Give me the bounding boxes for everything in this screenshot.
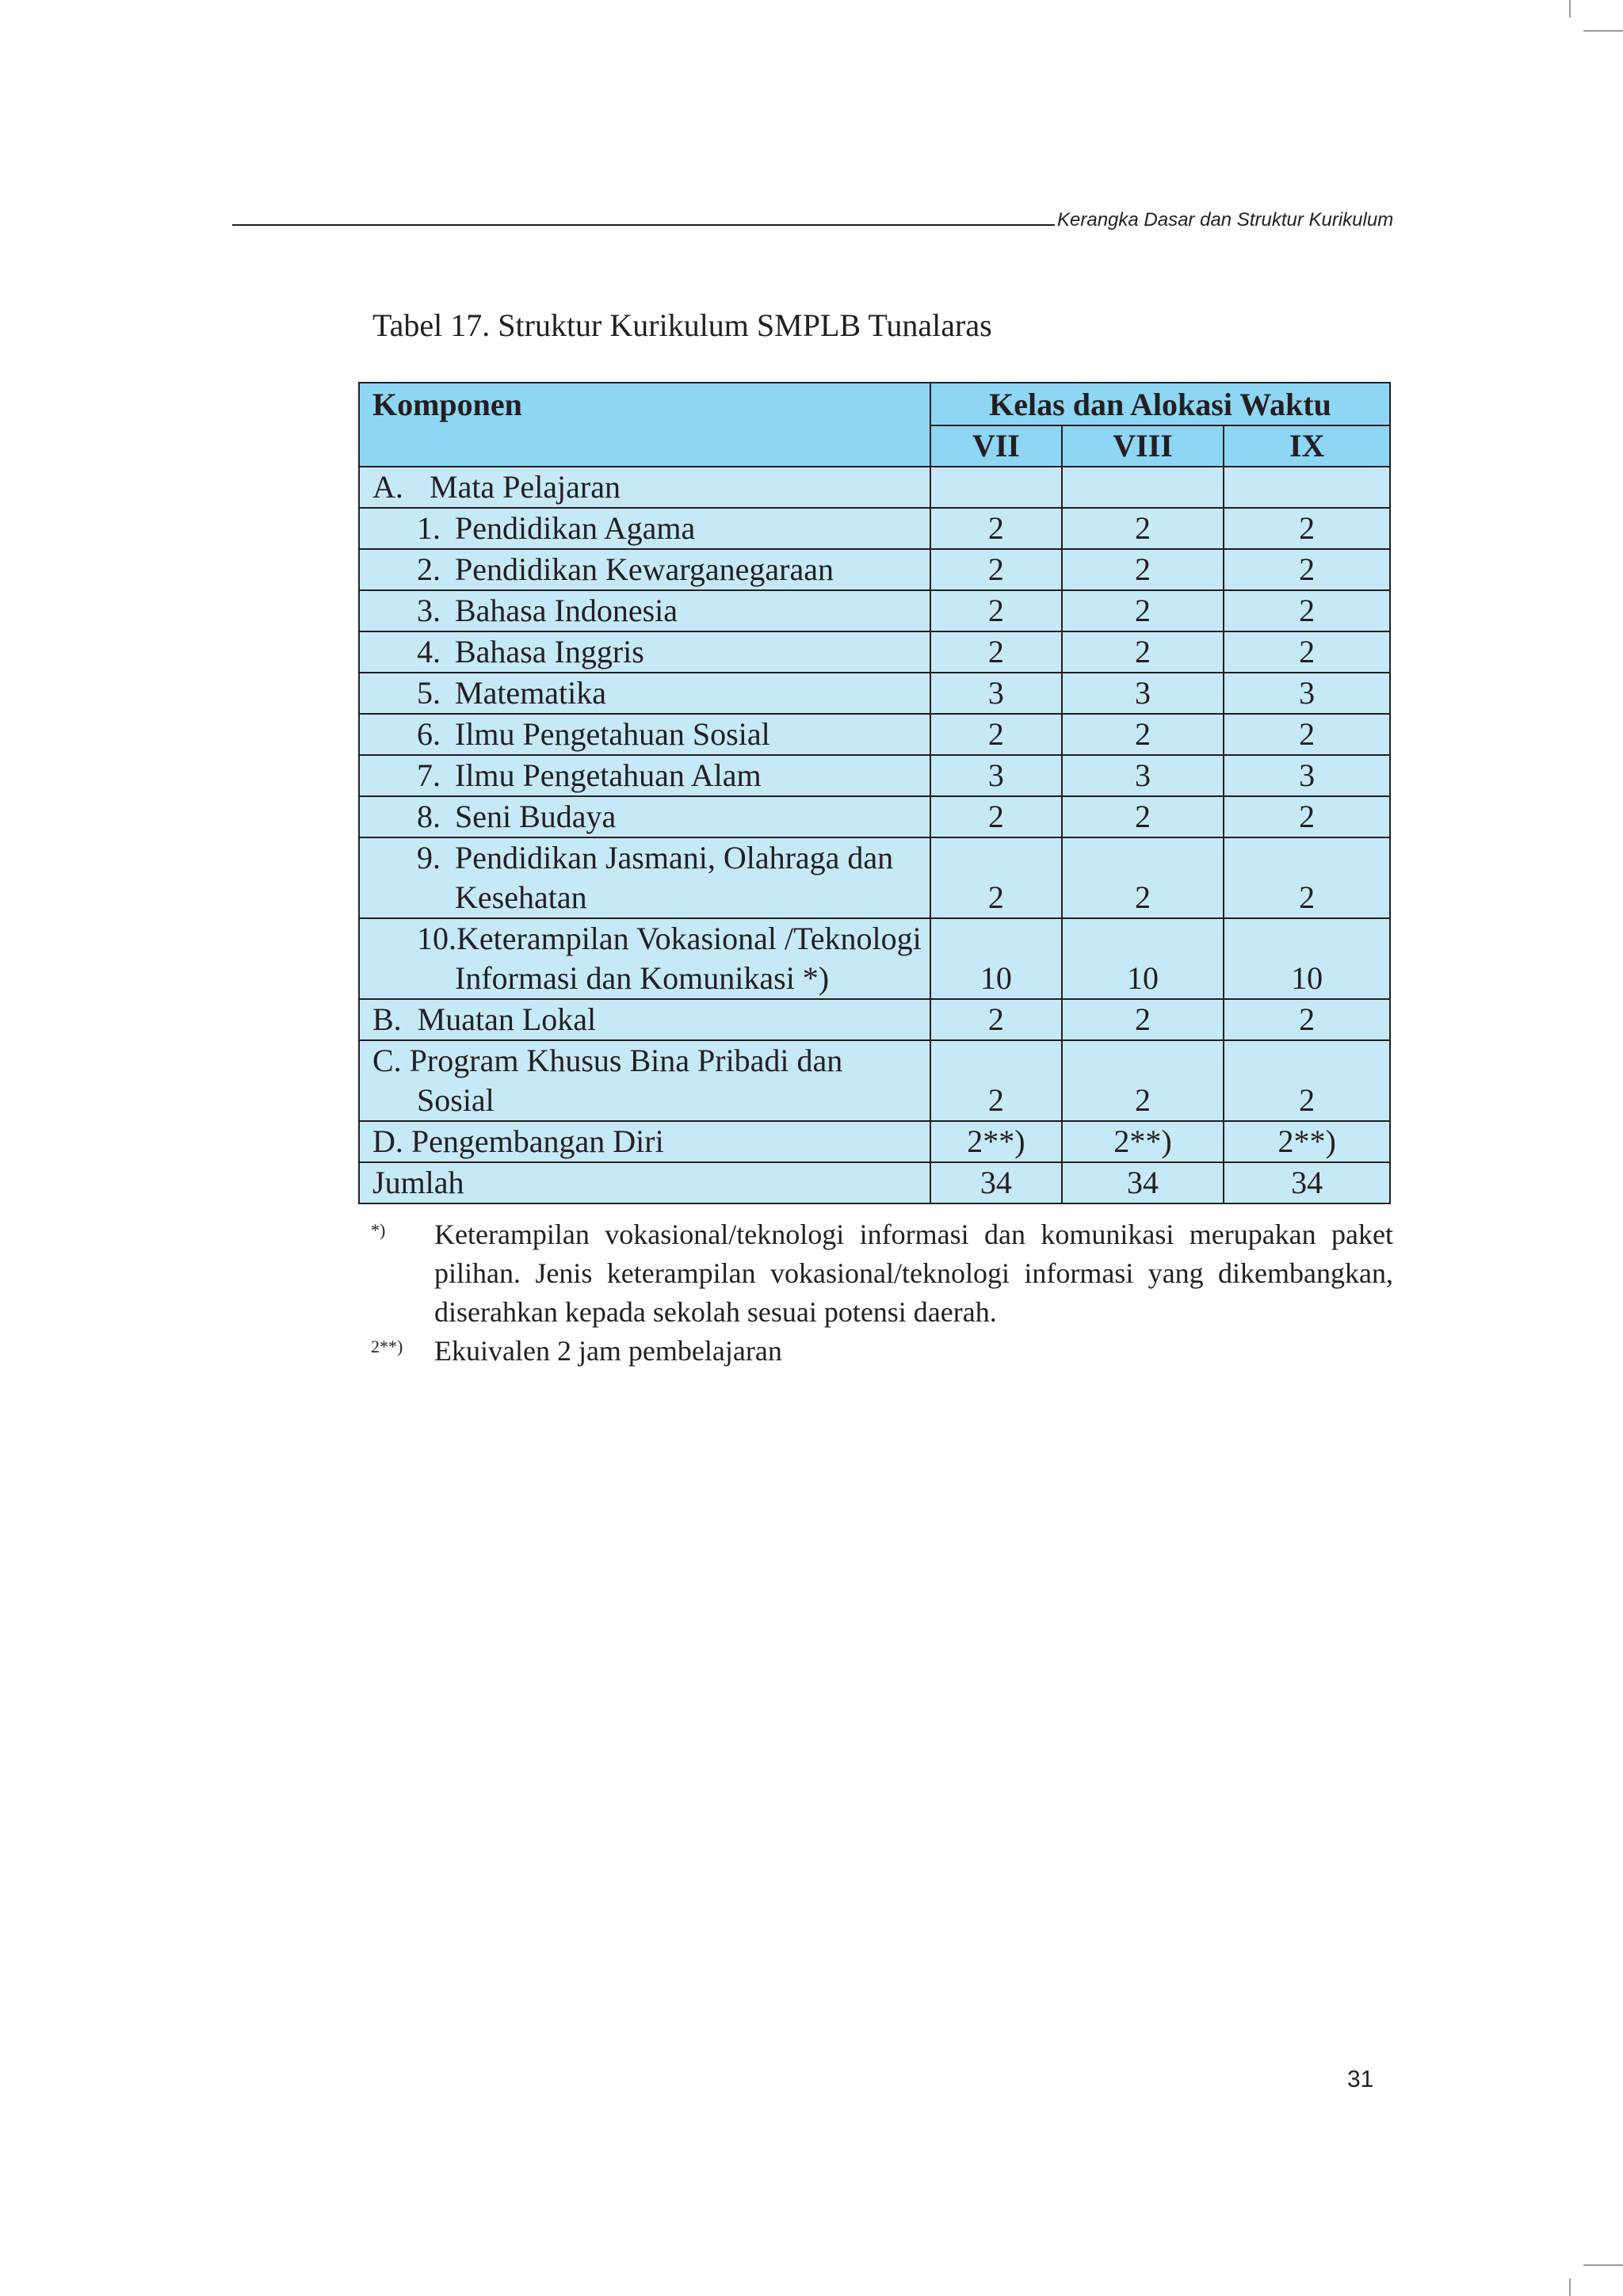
section-a-label (359, 467, 930, 508)
value-ix: 2**) (1224, 1121, 1390, 1162)
value-ix: 2 (1224, 549, 1390, 590)
item-label (359, 837, 930, 918)
table-row (359, 590, 1390, 631)
value-ix: 2 (1224, 1040, 1390, 1121)
value-ix: 2 (1224, 796, 1390, 837)
item-number: 6. (417, 716, 441, 752)
value-ix: 2 (1224, 714, 1390, 755)
item-number: 4. (417, 634, 441, 669)
item-label (359, 755, 930, 796)
running-head: Kerangka Dasar dan Struktur Kurikulum (1057, 209, 1394, 231)
header-grade-vii: VII (930, 425, 1062, 467)
crop-mark-top-right-horizontal (1583, 30, 1623, 32)
value-viii: 2 (1062, 508, 1224, 549)
item-name: Pendidikan Jasmani, Olahraga dan (455, 840, 894, 875)
section-a-text: Mata Pelajaran (430, 469, 621, 505)
item-label (359, 714, 930, 755)
value-viii: 2 (1062, 999, 1224, 1040)
total-label: Jumlah (359, 1162, 930, 1203)
value-ix: 3 (1224, 755, 1390, 796)
footnote-mark: 2**) (371, 1337, 403, 1356)
item-number: 5. (417, 675, 441, 711)
total-ix: 34 (1224, 1162, 1390, 1203)
header-rule (232, 224, 1055, 226)
item-label (359, 590, 930, 631)
footnote-text: Keterampilan vokasional/teknologi informasi dan komunikasi merupakan paket pilihan. Jenis keterampilan vokasional/teknologi informasi yang dikembangkan, diserahkan kepada sekolah sesuai potensi daerah. (434, 1219, 1393, 1328)
value-ix: 10 (1224, 918, 1390, 999)
value-vii: 2 (930, 714, 1062, 755)
crop-mark-bottom-right-horizontal (1583, 2264, 1623, 2266)
table-row-section-d (359, 1121, 1390, 1162)
item-number: 7. (417, 757, 441, 793)
item-name: Pendidikan Agama (455, 510, 696, 546)
value-vii: 2 (930, 549, 1062, 590)
item-name: Pendidikan Kewarganegaraan (455, 551, 834, 587)
section-a-marker: A. (372, 469, 403, 505)
item-label (359, 508, 930, 549)
table-row (359, 549, 1390, 590)
item-name-continuation: Kesehatan (455, 879, 587, 915)
value-viii: 2 (1062, 837, 1224, 918)
value-vii: 2 (930, 1040, 1062, 1121)
item-name: Ilmu Pengetahuan Alam (455, 757, 762, 793)
crop-mark-bottom-right-vertical (1569, 2279, 1571, 2296)
value-ix: 3 (1224, 673, 1390, 714)
value-viii: 3 (1062, 755, 1224, 796)
value-vii: 2 (930, 631, 1062, 673)
value-vii: 2 (930, 837, 1062, 918)
header-grade-ix: IX (1224, 425, 1390, 467)
value-vii: 2**) (930, 1121, 1062, 1162)
table-row-total (359, 1162, 1390, 1203)
item-label (359, 549, 930, 590)
value-viii: 2 (1062, 590, 1224, 631)
table-row (359, 755, 1390, 796)
value-vii: 2 (930, 508, 1062, 549)
crop-mark-top-right-vertical (1569, 0, 1571, 17)
footnote (371, 1332, 1393, 1371)
value-viii: 3 (1062, 673, 1224, 714)
empty-cell (930, 467, 1062, 508)
table-row (359, 796, 1390, 837)
item-number: 2. (417, 551, 441, 587)
item-label (359, 631, 930, 673)
table-row (359, 631, 1390, 673)
item-number: 3. (417, 593, 441, 628)
item-name: Bahasa Indonesia (455, 593, 678, 628)
section-d-label: D. Pengembangan Diri (359, 1121, 930, 1162)
item-name: Ilmu Pengetahuan Sosial (455, 716, 770, 752)
value-viii: 2 (1062, 1040, 1224, 1121)
curriculum-table (358, 382, 1391, 1204)
value-vii: 2 (930, 796, 1062, 837)
table-row-section-b (359, 999, 1390, 1040)
footnotes (371, 1215, 1393, 1371)
table-title: Tabel 17. Struktur Kurikulum SMPLB Tunalaras (372, 307, 992, 343)
page-number: 31 (1347, 2066, 1374, 2092)
item-name: Keterampilan Vokasional /Teknologi (456, 921, 922, 956)
item-label (359, 796, 930, 837)
section-b-label: B. Muatan Lokal (359, 999, 930, 1040)
section-c-continuation: Sosial (417, 1082, 495, 1118)
item-label (359, 918, 930, 999)
value-vii: 2 (930, 590, 1062, 631)
value-ix: 2 (1224, 837, 1390, 918)
item-number: 1. (417, 510, 441, 546)
value-vii: 10 (930, 918, 1062, 999)
value-ix: 2 (1224, 631, 1390, 673)
footnote-mark: *) (371, 1220, 386, 1240)
value-vii: 3 (930, 673, 1062, 714)
table-row (359, 837, 1390, 918)
total-vii: 34 (930, 1162, 1062, 1203)
value-vii: 2 (930, 999, 1062, 1040)
item-name-continuation: Informasi dan Komunikasi *) (455, 960, 830, 996)
section-c-label (359, 1040, 930, 1121)
value-ix: 2 (1224, 999, 1390, 1040)
empty-cell (1062, 467, 1224, 508)
item-number: 8. (417, 799, 441, 834)
value-viii: 2 (1062, 714, 1224, 755)
value-ix: 2 (1224, 590, 1390, 631)
table-row (359, 918, 1390, 999)
footnote-text: Ekuivalen 2 jam pembelajaran (434, 1335, 782, 1367)
item-number: 10. (417, 921, 456, 956)
value-vii: 3 (930, 755, 1062, 796)
table-row (359, 673, 1390, 714)
item-name: Bahasa Inggris (455, 634, 644, 669)
empty-cell (1224, 467, 1390, 508)
header-komponen: Komponen (359, 383, 930, 467)
table-row-section-a (359, 467, 1390, 508)
item-label (359, 673, 930, 714)
item-name: Matematika (455, 675, 607, 711)
item-number: 9. (417, 840, 441, 875)
header-grade-viii: VIII (1062, 425, 1224, 467)
value-viii: 10 (1062, 918, 1224, 999)
value-ix: 2 (1224, 508, 1390, 549)
table-row (359, 714, 1390, 755)
footnote (371, 1215, 1393, 1332)
table-row-section-c (359, 1040, 1390, 1121)
value-viii: 2 (1062, 631, 1224, 673)
value-viii: 2 (1062, 796, 1224, 837)
table-row (359, 508, 1390, 549)
total-viii: 34 (1062, 1162, 1224, 1203)
section-c-text: C. Program Khusus Bina Pribadi dan (372, 1043, 843, 1078)
item-name: Seni Budaya (455, 799, 617, 834)
value-viii: 2 (1062, 549, 1224, 590)
header-kelas: Kelas dan Alokasi Waktu (930, 383, 1390, 425)
value-viii: 2**) (1062, 1121, 1224, 1162)
